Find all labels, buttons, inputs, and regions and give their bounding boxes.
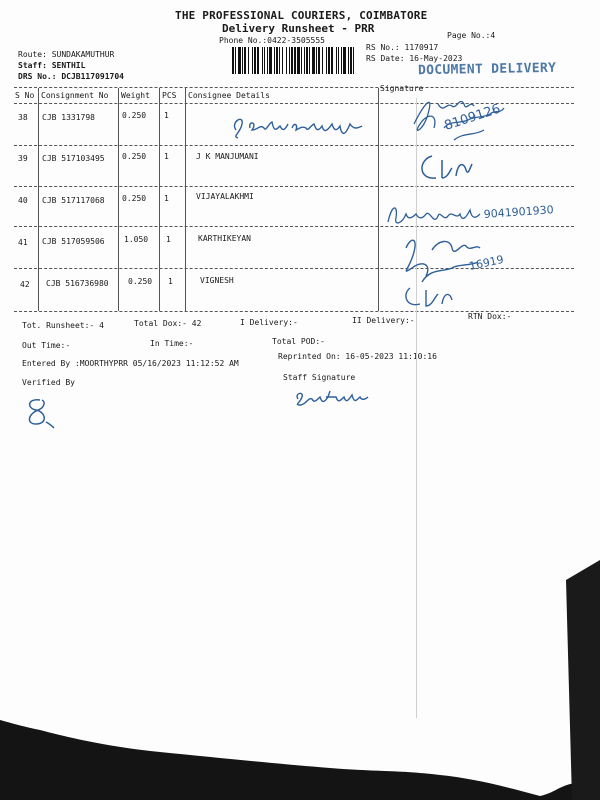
row-consignment: CJB 517117068 — [42, 196, 105, 205]
phone-number: Phone No.:0422-3505555 — [219, 36, 325, 45]
row-pcs: 1 — [168, 277, 173, 286]
document-delivery-stamp: DOCUMENT DELIVERY — [417, 60, 557, 79]
drs-number: DRS No.: DCJB117091704 — [18, 72, 124, 81]
verified-by-signature — [22, 394, 56, 430]
row-pcs: 1 — [166, 235, 171, 244]
rs-date: RS Date: 16-May-2023 — [366, 54, 463, 63]
row-weight: 0.250 — [122, 152, 147, 161]
runsheet-title: Delivery Runsheet - PRR — [222, 22, 375, 35]
row-sno: 39 — [18, 154, 28, 163]
row-consignee: KARTHIKEYAN — [198, 234, 251, 243]
total-dox: Total Dox:- 42 — [134, 319, 202, 328]
row-pcs: 1 — [164, 111, 169, 120]
row-consignment: CJB 1331798 — [42, 113, 95, 122]
col-header-consignment: Consignment No — [41, 91, 109, 100]
return-dox: RTN Dox:- — [468, 312, 512, 321]
row-pcs: 1 — [164, 194, 169, 203]
company-title: THE PROFESSIONAL COURIERS, COIMBATORE — [175, 9, 428, 22]
row-consignment: CJB 516736980 — [46, 279, 109, 288]
row-pcs: 1 — [164, 152, 169, 161]
row-sno: 41 — [18, 238, 28, 247]
col-header-pcs: PCS — [162, 91, 177, 100]
col-header-consignee: Consignee Details — [188, 91, 270, 100]
second-delivery: II Delivery:- — [352, 316, 415, 325]
paper-fold — [416, 98, 417, 718]
staff-signature — [292, 385, 372, 409]
header-rule — [14, 103, 574, 104]
reprinted-on: Reprinted On: 16-05-2023 11:10:16 — [278, 352, 437, 361]
staff-signature-label: Staff Signature — [283, 373, 356, 382]
route-label: Route: SUNDAKAMUTHUR — [18, 50, 115, 59]
col-header-weight: Weight — [121, 91, 150, 100]
total-pod: Total POD:- — [272, 337, 325, 346]
consignee-signature-row38 — [228, 104, 378, 144]
page-number: Page No.:4 — [447, 31, 496, 40]
out-time: Out Time:- — [22, 341, 71, 350]
row-weight: 0.250 — [122, 194, 147, 203]
verified-by-label: Verified By — [22, 378, 75, 387]
signature-row41-42 — [392, 228, 532, 310]
col-divider — [38, 88, 39, 311]
row-rule — [14, 186, 574, 187]
svg-text:9041901930: 9041901930 — [483, 203, 555, 221]
row-sno: 42 — [20, 280, 30, 289]
col-header-sno: S No — [15, 91, 35, 100]
col-header-signature: Signature — [380, 84, 424, 93]
col-divider — [185, 88, 186, 311]
rs-number: RS No.: 1170917 — [366, 43, 439, 52]
row-rule — [14, 268, 574, 269]
svg-text:8109126: 8109126 — [442, 101, 503, 134]
col-divider — [118, 88, 119, 311]
svg-text:16919: 16919 — [467, 252, 505, 273]
row-weight: 0.250 — [128, 277, 153, 286]
row-consignee: J K MANJUMANI — [196, 152, 259, 161]
row-sno: 40 — [18, 196, 28, 205]
in-time: In Time:- — [150, 339, 194, 348]
row-rule — [14, 145, 574, 146]
row-rule — [14, 226, 574, 227]
col-divider — [159, 88, 160, 311]
signature-row39 — [412, 148, 482, 186]
row-weight: 1.050 — [124, 235, 149, 244]
barcode — [232, 47, 356, 74]
table-top-rule — [14, 87, 574, 88]
signature-row38 — [394, 84, 534, 154]
staff-label: Staff: SENTHIL — [18, 61, 86, 70]
entered-by: Entered By :MOORTHYPRR 05/16/2023 11:12:52 AM — [22, 359, 239, 368]
row-consignment: CJB 517103495 — [42, 154, 105, 163]
row-weight: 0.250 — [122, 111, 147, 120]
total-runsheet: Tot. Runsheet:- 4 — [22, 321, 104, 330]
first-delivery: I Delivery:- — [240, 318, 298, 327]
row-consignee: VIGNESH — [200, 276, 234, 285]
row-sno: 38 — [18, 113, 28, 122]
col-divider — [378, 88, 379, 311]
row-consignment: CJB 517059506 — [42, 237, 105, 246]
row-consignee: VIJAYALAKHMI — [196, 192, 254, 201]
